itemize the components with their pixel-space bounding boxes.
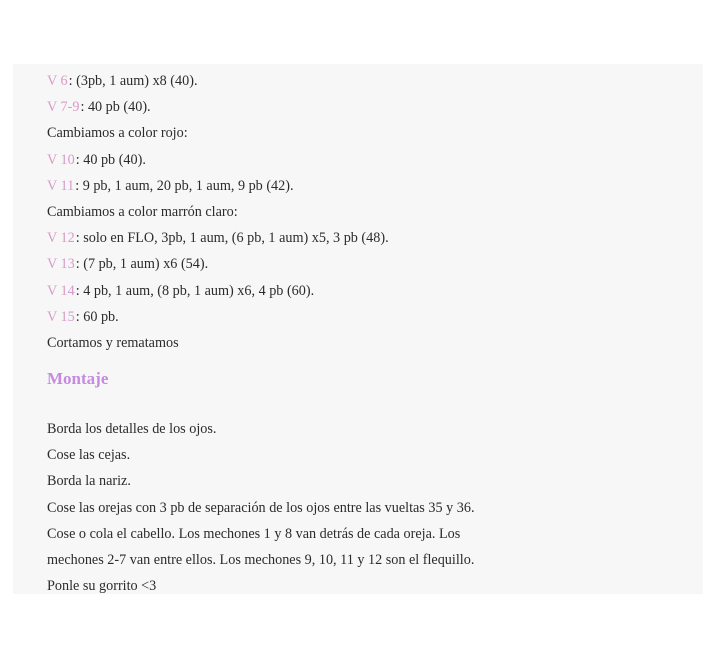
assembly-line: Borda los detalles de los ojos. xyxy=(47,421,217,437)
assembly-line: Cose las cejas. xyxy=(47,447,131,464)
row-text: : 60 pb. xyxy=(75,308,119,325)
pattern-row xyxy=(47,94,687,120)
pattern-row xyxy=(47,225,687,251)
row-label: V 15 xyxy=(47,308,75,325)
assembly-line: Cose las orejas con 3 pb de separación de los ojos entre las vueltas 35 y 36. xyxy=(47,499,475,516)
row-label: V 12 xyxy=(47,230,75,247)
pattern-row xyxy=(47,68,687,94)
pattern-row xyxy=(47,173,687,199)
pattern-row xyxy=(47,304,687,330)
pattern-row xyxy=(47,147,687,173)
finish-note xyxy=(47,330,687,356)
color-change-note xyxy=(47,120,687,146)
row-label: V 14 xyxy=(47,282,75,299)
assembly-line: Borda la nariz. xyxy=(47,473,131,490)
row-text: Cambiamos a color marrón claro: xyxy=(47,203,238,220)
assembly-line: mechones 2-7 van entre ellos. Los mechones 9, 10, 11 y 12 son el flequillo. xyxy=(47,551,475,568)
row-text: : 4 pb, 1 aum, (8 pb, 1 aum) x6, 4 pb (60). xyxy=(75,282,315,299)
row-text: : (3pb, 1 aum) x8 (40). xyxy=(68,73,198,89)
row-text: : 9 pb, 1 aum, 20 pb, 1 aum, 9 pb (42). xyxy=(75,177,294,194)
row-label: V 13 xyxy=(47,256,75,273)
color-change-note xyxy=(47,199,687,225)
row-label: V 10 xyxy=(47,151,75,168)
row-text: Cortamos y rematamos xyxy=(47,334,179,351)
row-text: : 40 pb (40). xyxy=(75,151,146,168)
row-label: V 11 xyxy=(47,177,75,194)
row-text: : 40 pb (40). xyxy=(80,99,151,116)
row-label: V 7-9 xyxy=(47,99,80,116)
pattern-row xyxy=(47,278,687,304)
assembly-line: Ponle su gorrito <3 xyxy=(47,578,157,595)
row-text: : solo en FLO, 3pb, 1 aum, (6 pb, 1 aum) x5, 3 pb (48). xyxy=(75,230,389,247)
section-heading: Montaje xyxy=(47,369,109,388)
assembly-line: Cose o cola el cabello. Los mechones 1 y 8 van detrás de cada oreja. Los xyxy=(47,525,461,542)
pattern-row xyxy=(47,251,687,277)
row-text: Cambiamos a color rojo: xyxy=(47,125,188,142)
row-label: V 6 xyxy=(47,73,68,89)
row-text: : (7 pb, 1 aum) x6 (54). xyxy=(75,256,209,273)
assembly-instructions xyxy=(47,416,687,599)
pattern-rows xyxy=(47,68,687,356)
